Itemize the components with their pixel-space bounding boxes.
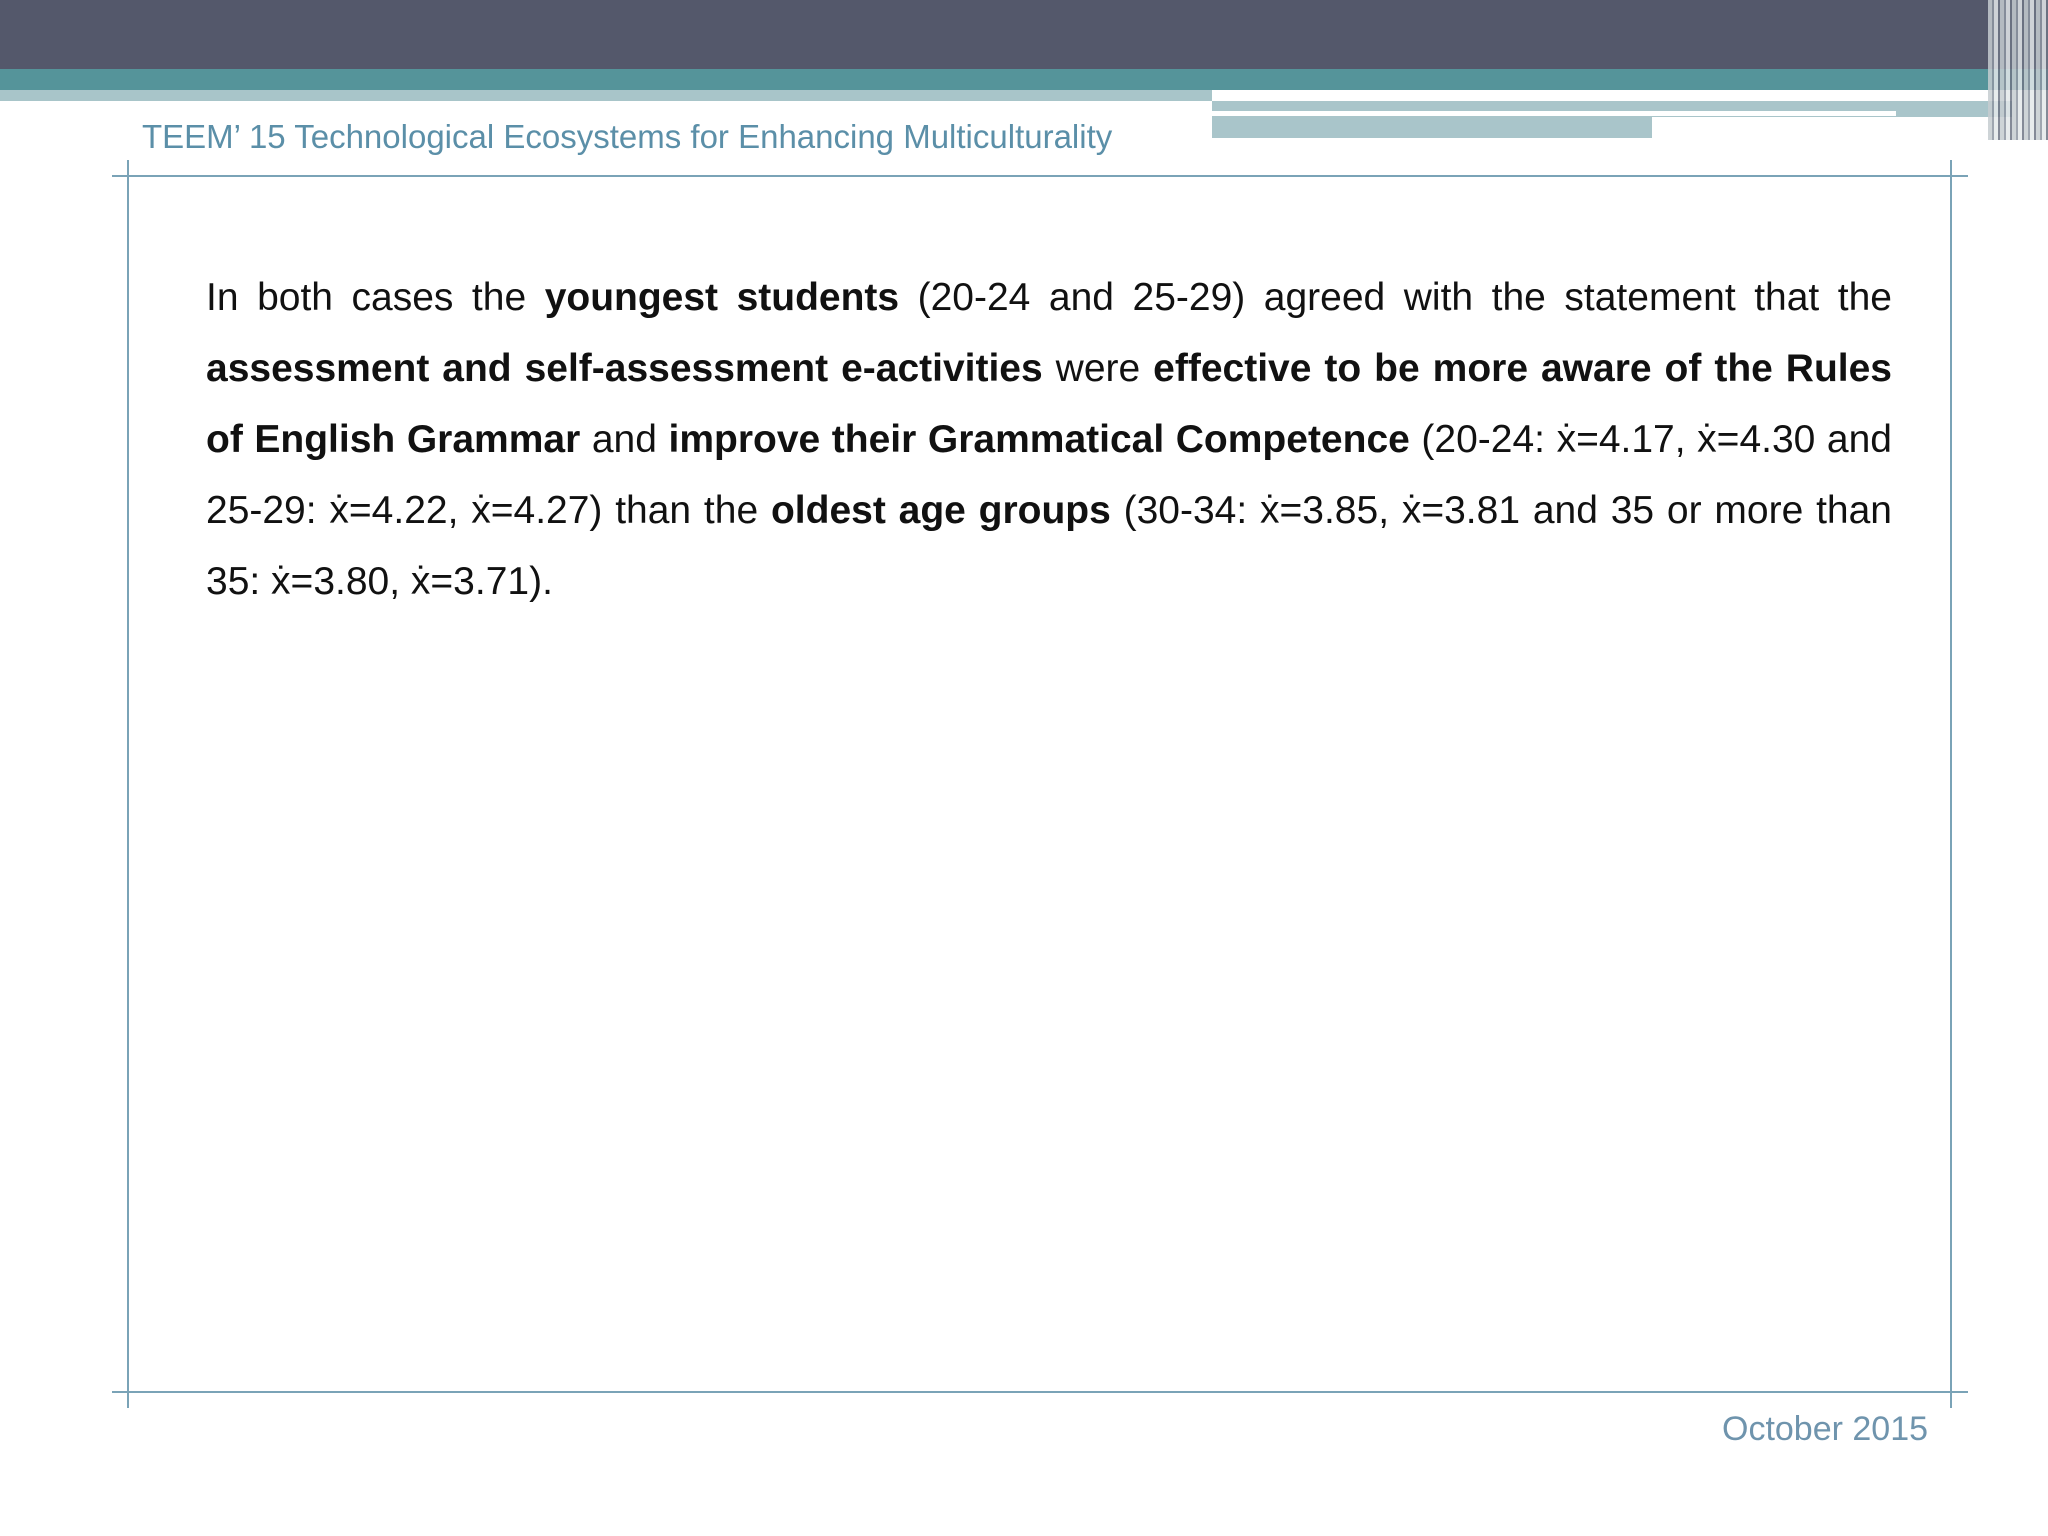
body-text-run: (30-34: ẋ=3.85, ẋ=3.81 and 35 or more than 35: ẋ=3.80, ẋ=3.71). [206,489,1892,603]
header-stripes-decoration [1988,0,2048,140]
frame-bottom-line [112,1391,1968,1393]
header-teal-bar [0,69,2048,90]
header-white-line [1212,111,1896,116]
footer-date: October 2015 [1722,1410,1929,1448]
body-bold-phrase: improve their Grammatical Competence [668,418,1410,461]
body-text-run: (20-24: ẋ=4.17, ẋ=4.30 and 25-29: ẋ=4.22, ẋ=4.27) than the [206,418,1893,532]
header-light-bar-left [0,90,1212,101]
body-text-run: (20-24 and 25-29) agreed with the statement that the [899,276,1892,319]
body-paragraph [206,262,1892,617]
body-bold-phrase: assessment and self-assessment e-activities [206,347,1043,390]
body-bold-phrase: youngest students [544,276,900,319]
body-bold-phrase: oldest age groups [770,489,1111,532]
body-text-run: and [580,418,669,461]
header-dark-bar [0,0,2048,69]
body-text-run: In both cases the [206,276,545,319]
body-bold-phrase: effective to be more aware of the Rules of English Grammar [206,347,1893,461]
header-light-bar-right-lower [1212,117,1652,138]
body-text-run: were [1042,347,1154,390]
frame-left-line [127,160,129,1408]
frame-right-line [1950,160,1952,1408]
header-title: TEEM’ 15 Technological Ecosystems for Enhancing Multiculturality [142,118,1113,155]
frame-top-line [112,175,1968,177]
